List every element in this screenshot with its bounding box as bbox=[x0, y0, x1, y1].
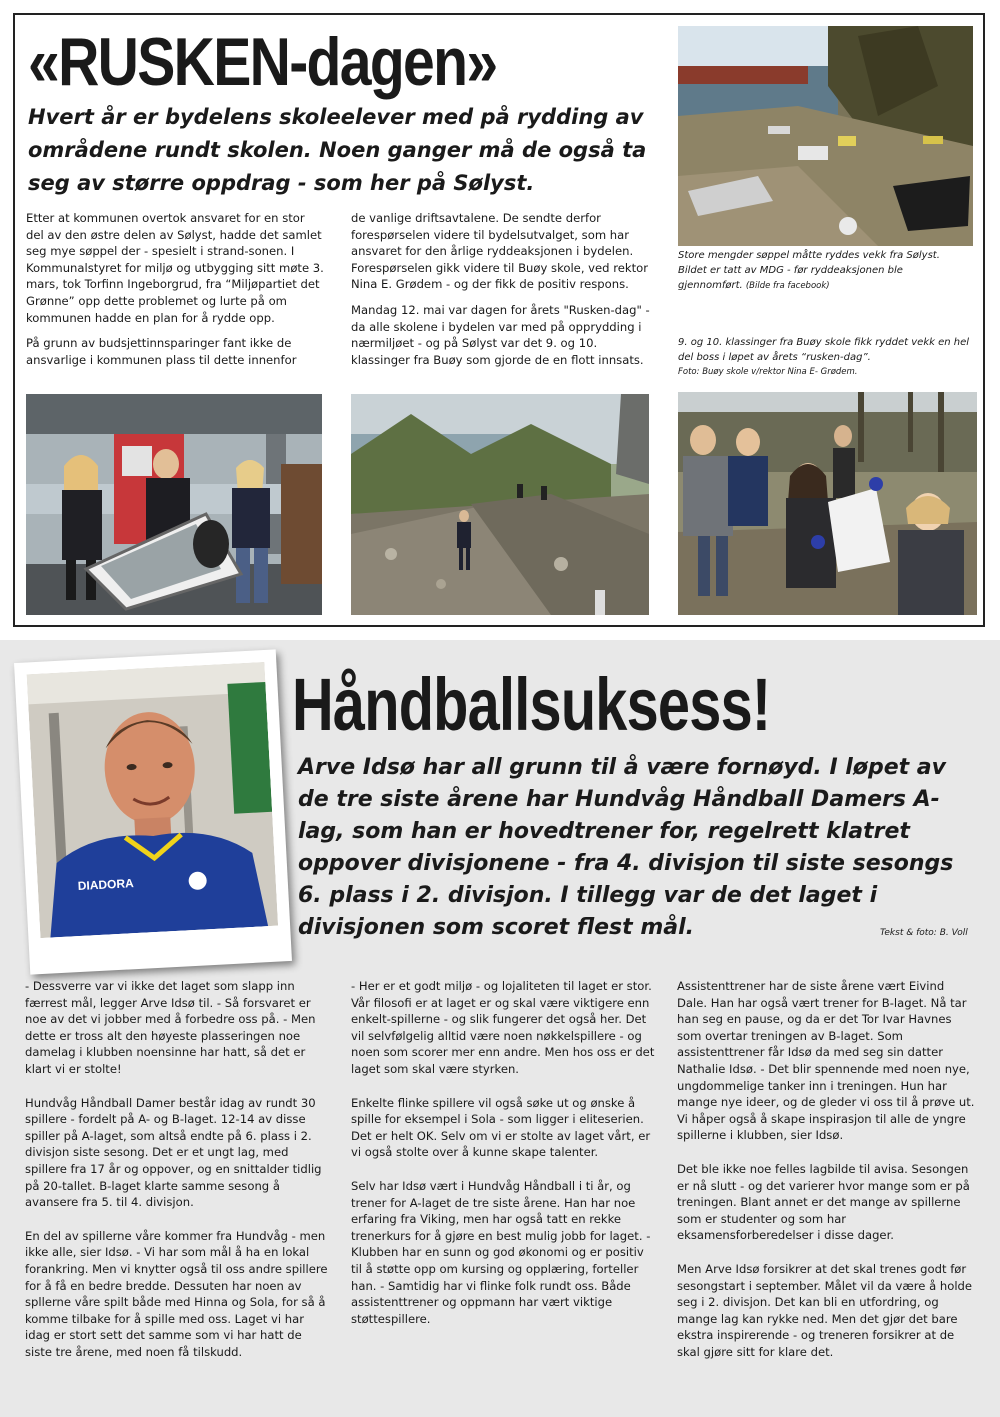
paragraph: Mandag 12. mai var dagen for årets "Rusken-dag" - da alle skolene i bydelen var med på opprydding i nærmiljøet - og på Sølyst var det 9. og 10. klassinger fra Buøy som gjorde de en flott innsats. bbox=[351, 302, 650, 367]
paragraph: Hundvåg Håndball Damer består idag av rundt 30 spillere - fordelt på A- og B-laget. 12-14 av disse spiller på A-laget, som altså endte på 6. plass i 2. divisjon siste sesong. Det er et ungt lag, med spillere fra 17 år og oppover, og en snittalder tidlig på 20-tallet. B-laget klarte samme sesong å avansere fra 5. til 4. divisjon. bbox=[25, 1095, 322, 1210]
paragraph: Etter at kommunen overtok ansvaret for en stor del av den østre delen av Sølyst, hadde det samlet seg mye søppel der - spesielt i strand-sonen. I Kommunalstyret for miljø og utbygging sitt møte 3. mars, tok Torfinn Ingeborgrud, fra “Miljøpartiet det Grønne” opp dette problemet og lurte på om kommunen hadde en plan for å rydde opp. bbox=[26, 211, 324, 325]
paragraph: - Dessverre var vi ikke det laget som slapp inn færrest mål, legger Arve Idsø til. - Så forsvaret er noe av det vi jobber med å forbedre oss på. - Men dette er tross alt den høyeste plasseringen noe damelag i klubben noensinne har hatt, så det er klart vi er stolte! bbox=[25, 979, 316, 1076]
shirt-brand-text: DIADORA bbox=[77, 876, 135, 894]
photo-arve-idso bbox=[27, 662, 278, 938]
photo-trash-shoreline bbox=[678, 26, 973, 246]
handball-headline: Håndballsuksess! bbox=[292, 663, 771, 746]
paragraph: En del av spillerne våre kommer fra Hundvåg - men ikke alle, sier Idsø. - Vi har som mål å ha en lokal forankring. Men vi knytter også til oss andre spillere for å få en bedre bredde. Dessuten har noen av spllerne våre spilt både med Hinna og Sola, for så å komme tilbake for å spille med oss. Laget vi har idag er stort sett det samme som vi har hatt de siste tre årene, med noen få tilskudd. bbox=[25, 1228, 328, 1359]
caption-text: 9. og 10. klassinger fra Buøy skole fikk ryddet vekk en hel del boss i løpet av årets “rusken-dag”. bbox=[678, 337, 970, 363]
caption-text: Store mengder søppel måtte ryddes vekk fra Sølyst. Bildet er tatt av MDG - før ryddeaksjonen ble gjennomført. bbox=[678, 250, 940, 291]
handball-column-2 bbox=[351, 978, 656, 1344]
paragraph: Assistenttrener har de siste årene vært Eivind Dale. Han har også vært trener for B-laget. Nå tar han seg en pause, og da er det Tor Ivar Havnes som overtar treningen av B-laget. Som assistenttrener får Idsø da med seg sin datter Nathalie Idsø. - Det blir spennende med noen nye, ungdommelige tanker inn i treningen. Hun har mange nye ideer, og de gleder vi oss til å prøve ut. Vi håper også å skape inspirasjon til alle de yngre spillerne i klubben, sier Idsø. bbox=[677, 979, 975, 1143]
paragraph: - Her er et godt miljø - og lojaliteten til laget er stor. Vår filosofi er at laget er og skal være viktigere enn enkelt-spillerne - og slik fungerer det også her. Det vil selvfølgelig alltid være noen nøkkelspillere - og noen som scorer mer enn andre. Men hos oss er det laget som skal være styrken. bbox=[351, 979, 655, 1076]
rusken-column-1 bbox=[26, 210, 326, 377]
photo-caption-cleanup bbox=[678, 335, 970, 380]
handball-column-3 bbox=[677, 978, 977, 1377]
paragraph: Selv har Idsø vært i Hundvåg Håndball i ti år, og trener for A-laget de tre siste årene. Han har noe erfaring fra Viking, men har også tatt en rekke trenerkurs for å gjøre en best mulig jobb for laget. - Klubben har en sunn og god økonomi og er positiv til å støtte opp om kursing og opplæring, forteller han. - Samtidig har vi flinke folk rundt oss. Både assistenttrener og oppmann har vært viktige støttespillere. bbox=[351, 1178, 651, 1326]
caption-credit: (Bilde fra facebook) bbox=[745, 281, 830, 291]
photo-students-on-slope bbox=[351, 394, 649, 615]
photo-students-with-bags bbox=[678, 392, 977, 615]
caption-credit: Foto: Buøy skole v/rektor Nina E- Grødem. bbox=[678, 367, 858, 377]
photo-caption-trash bbox=[678, 248, 968, 294]
paragraph: Men Arve Idsø forsikrer at det skal trenes godt før sesongstart i september. Målet vil da være å holde seg i 2. divisjon. Det kan bli en utfordring, og mange lag kan rykke ned. Men det gjør det bare ekstra inspirerende - og treneren forsikrer at de skal gjøre sitt for klare det. bbox=[677, 1261, 973, 1359]
rusken-headline: «RUSKEN-dagen» bbox=[28, 24, 497, 100]
rusken-column-2 bbox=[351, 210, 656, 377]
paragraph: På grunn av budsjettinnsparinger fant ikke de ansvarlige i kommunen plass til dette innenfor bbox=[26, 336, 297, 367]
portrait-photo-frame bbox=[14, 649, 292, 974]
paragraph: Enkelte flinke spillere vil også søke ut og ønske å spille for eksempel i Sola - som ligger i eliteserien. Det er helt OK. Selv om vi er stolte av laget vårt, er vi også stolte over å kunne skape talenter. bbox=[351, 1095, 651, 1160]
rusken-lead: Hvert år er bydelens skoleelever med på rydding av områdene rundt skolen. Noen ganger må de også ta seg av større oppdrag - som her på Sølyst. bbox=[28, 105, 647, 195]
handball-column-1 bbox=[25, 978, 330, 1377]
handball-credit: Tekst & foto: B. Voll bbox=[880, 928, 968, 938]
paragraph: de vanlige driftsavtalene. De sendte derfor forespørselen videre til bydelsutvalget, som har ansvaret for den årlige ryddeaksjonen i bydelen. Forespørselen gikk videre til Buøy skole, ved rektor Nina E. Grødem - og der fikk de positiv respons. bbox=[351, 211, 648, 292]
photo-girls-with-trash bbox=[26, 394, 322, 615]
paragraph: Det ble ikke noe felles lagbilde til avisa. Sesongen er nå slutt - og det varierer hvor mange som er på treningen. Blant annet er det mange av spillerne som er studenter og som har eksamensforberedelser i disse dager. bbox=[677, 1161, 970, 1243]
handball-lead: Arve Idsø har all grunn til å være fornøyd. I løpet av de tre siste årene har Hundvåg Håndball Damers A-lag, som han er hovedtrener for, regelrett klatret oppover divisjonene - fra 4. divisjon til siste sesongs 6. plass i 2. divisjon. I tillegg var de det laget i divisjonen som scoret flest mål. bbox=[298, 755, 954, 940]
